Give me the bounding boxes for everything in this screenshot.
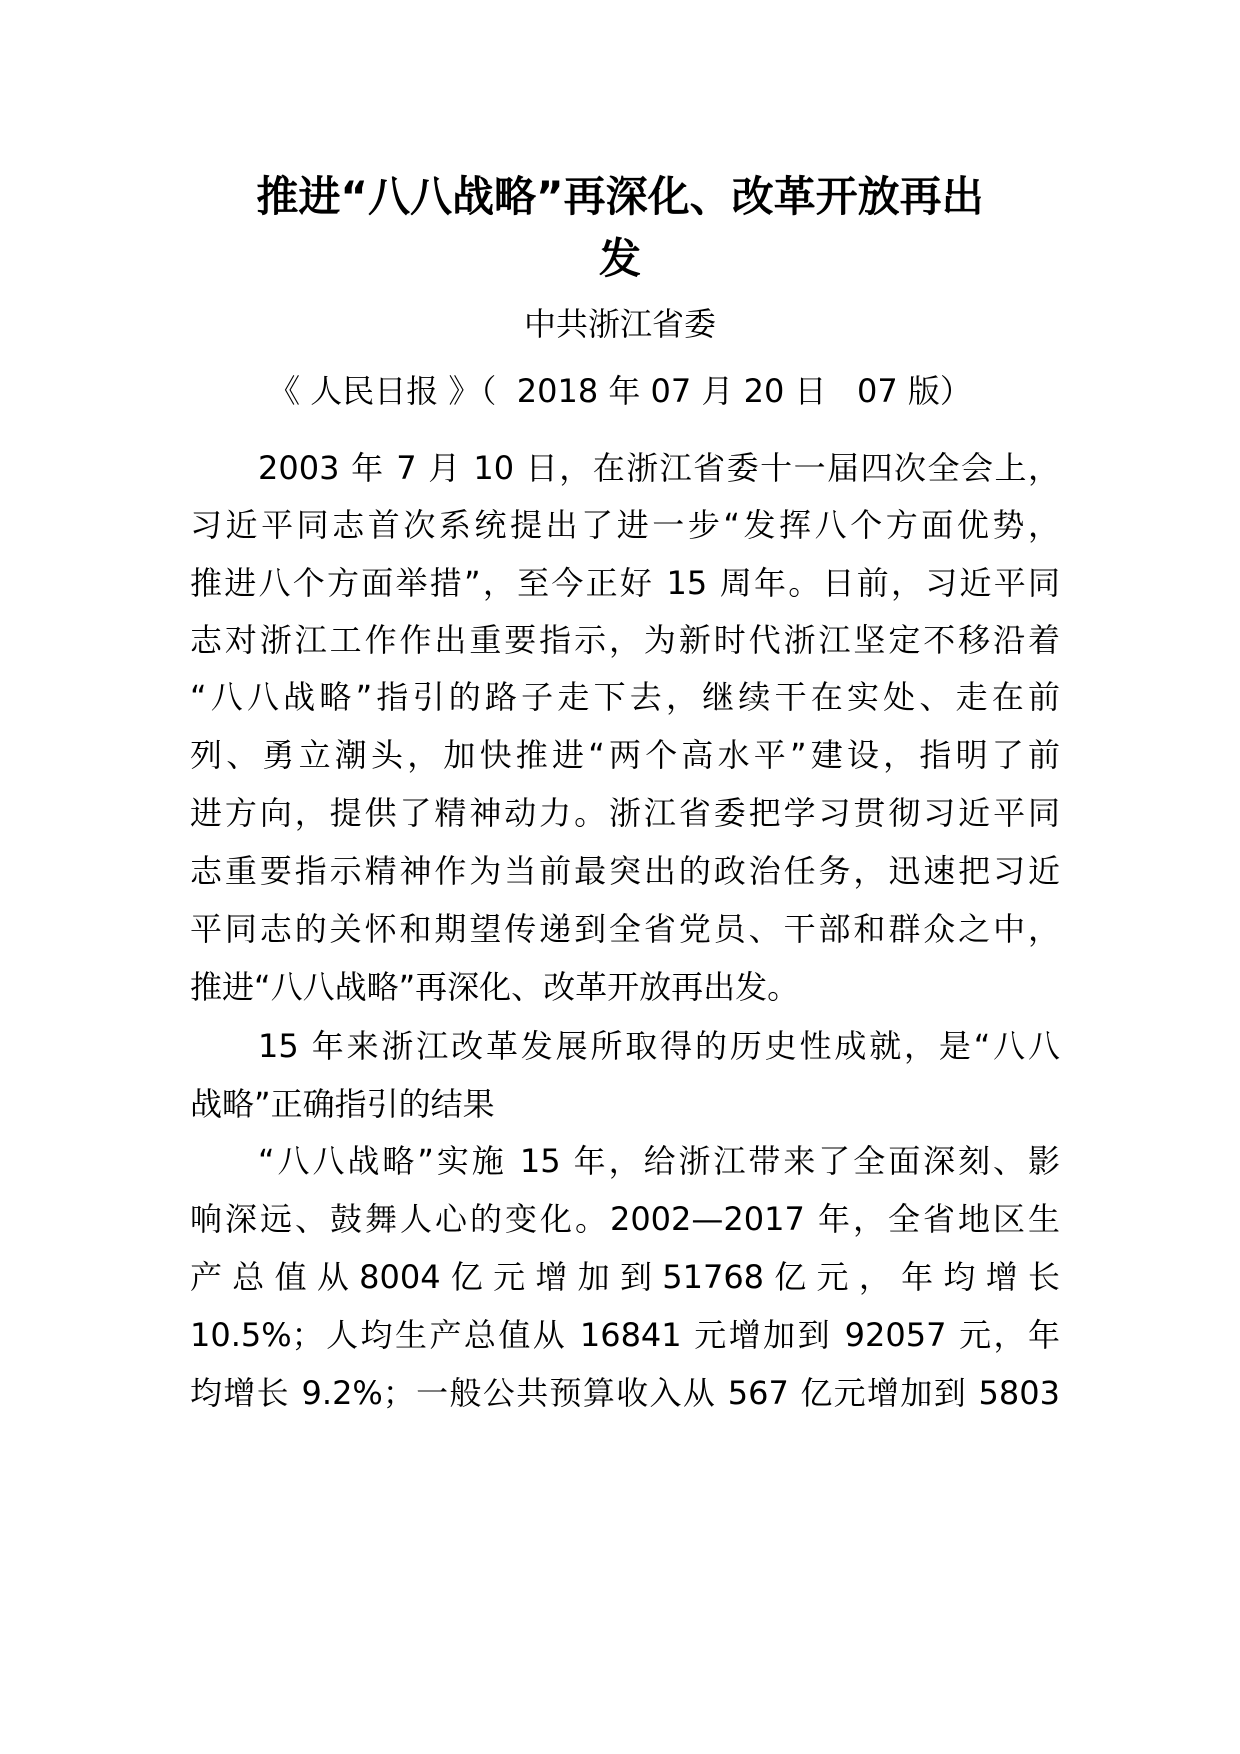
paragraph-1-line-1: 2003 年 7 月 10 日，在浙江省委十一届四次全会上， (258, 449, 1060, 487)
paragraph-1-line-2: 习近平同志首次系统提出了进一步“发挥八个方面优势， (190, 506, 1060, 544)
paragraph-2-line-2: 战略”正确指引的结果 (190, 1085, 495, 1123)
paragraph-2-line-1: 15 年来浙江改革发展所取得的历史性成就，是“八八 (258, 1027, 1060, 1065)
article-author: 中共浙江省委 (523, 305, 716, 343)
article-source: 《 人民日报 》（ 2018 年 07 月 20 日 07 版） (268, 372, 972, 410)
paragraph-3-line-1: “八八战略”实施 15 年，给浙江带来了全面深刻、影 (258, 1142, 1060, 1180)
paragraph-3-line-2: 响深远、鼓舞人心的变化。2002—2017 年，全省地区生 (190, 1200, 1060, 1238)
paragraph-3-line-3: 产 总 值 从 8004 亿 元 增 加 到 51768 亿 元 ， 年 均 增 长 (190, 1258, 1060, 1296)
paragraph-1-line-8: 志重要指示精神作为当前最突出的政治任务，迅速把习近 (190, 852, 1060, 890)
paragraph-1-line-6: 列、勇立潮头，加快推进“两个高水平”建设，指明了前 (190, 736, 1060, 774)
article-title-line-2: 发 (598, 234, 641, 283)
paragraph-1-line-5: “八八战略”指引的路子走下去，继续干在实处、走在前 (190, 678, 1060, 716)
paragraph-1-line-10: 推进“八八战略”再深化、改革开放再出发。 (190, 968, 800, 1006)
paragraph-1-line-7: 进方向，提供了精神动力。浙江省委把学习贯彻习近平同 (190, 794, 1060, 832)
paragraph-1-line-4: 志对浙江工作作出重要指示，为新时代浙江坚定不移沿着 (190, 621, 1060, 659)
article-title-line-1: 推进“八八战略”再深化、改革开放再出 (256, 172, 984, 221)
paragraph-1-line-9: 平同志的关怀和期望传递到全省党员、干部和群众之中， (190, 910, 1060, 948)
paragraph-3-line-4: 10.5%；人均生产总值从 16841 元增加到 92057 元，年 (190, 1316, 1060, 1354)
paragraph-3-line-5: 均增长 9.2%；一般公共预算收入从 567 亿元增加到 5803 (190, 1374, 1060, 1412)
paragraph-1-line-3: 推进八个方面举措”，至今正好 15 周年。日前，习近平同 (190, 564, 1060, 602)
